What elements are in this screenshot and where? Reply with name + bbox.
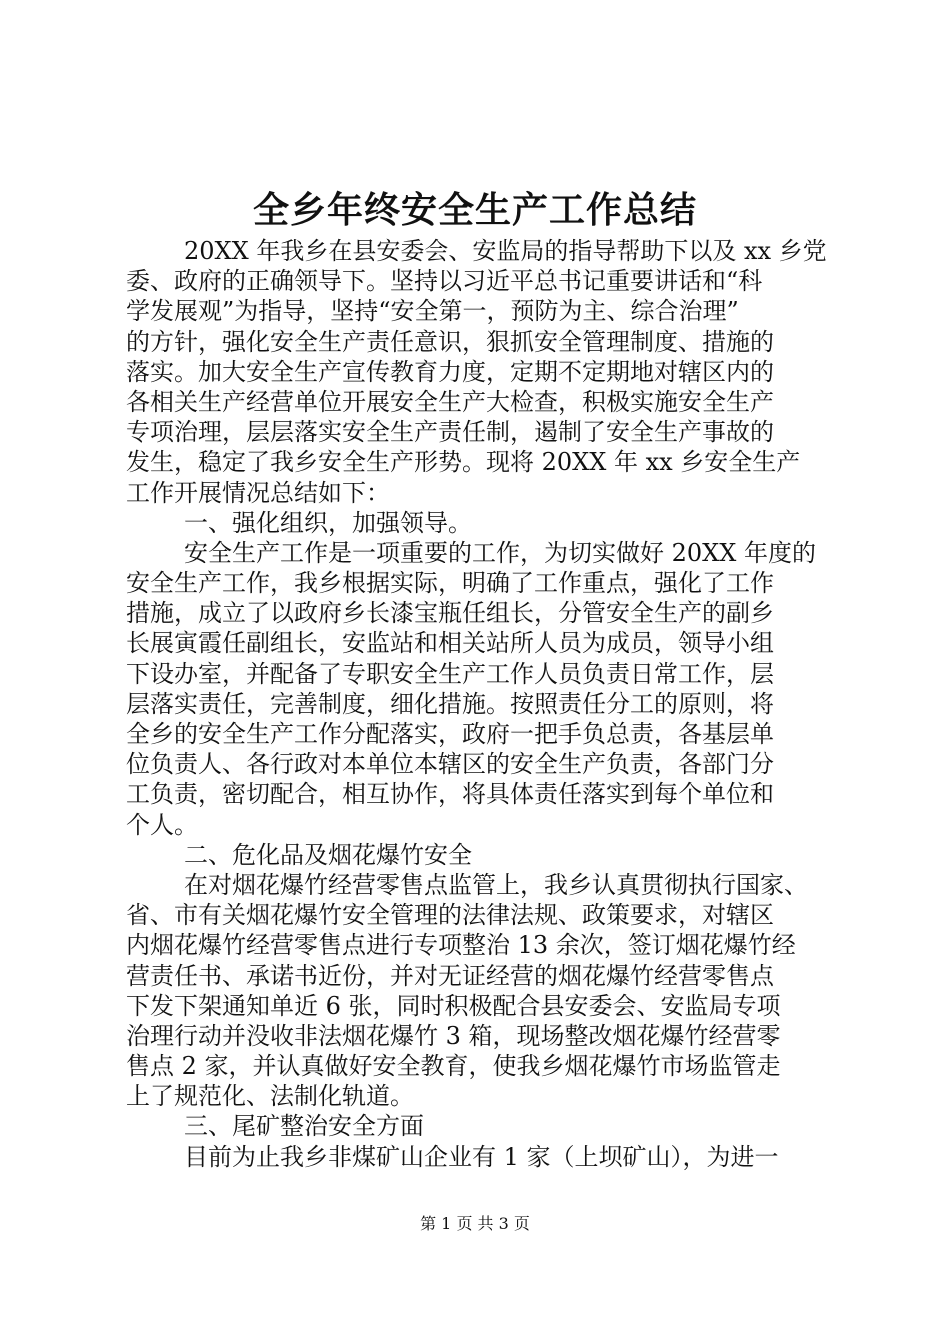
paragraph-line: 的方针，强化安全生产责任意识，狠抓安全管理制度、措施的 [126, 327, 774, 356]
section-heading: 二、危化品及烟花爆竹安全 [184, 840, 472, 869]
paragraph-line: 目前为止我乡非煤矿山企业有 1 家（上坝矿山），为进一 [184, 1142, 779, 1171]
paragraph-line: 工负责，密切配合，相互协作，将具体责任落实到每个单位和 [126, 780, 774, 809]
paragraph-line: 售点 2 家，并认真做好安全教育，使我乡烟花爆竹市场监管走 [126, 1052, 781, 1081]
document-title: 全乡年终安全生产工作总结 [252, 189, 697, 231]
paragraph-line: 委、政府的正确领导下。坚持以习近平总书记重要讲话和“科 [126, 267, 763, 296]
paragraph-line: 措施，成立了以政府乡长漆宝瓶任组长，分管安全生产的副乡 [126, 599, 774, 628]
paragraph-line: 下发下架通知单近 6 张，同时积极配合县安委会、安监局专项 [126, 991, 781, 1020]
document-body [126, 236, 826, 1172]
paragraph-line: 全乡的安全生产工作分配落实，政府一把手负总责，各基层单 [126, 720, 774, 748]
section-heading: 一、强化组织，加强领导。 [184, 508, 472, 537]
paragraph-line: 各相关生产经营单位开展安全生产大检查，积极实施安全生产 [126, 387, 774, 416]
paragraph-line: 省、市有关烟花爆竹安全管理的法律法规、政策要求，对辖区 [126, 901, 774, 930]
paragraph-line: 内烟花爆竹经营零售点进行专项整治 13 余次，签订烟花爆竹经 [126, 931, 796, 960]
paragraph-line: 层落实责任，完善制度，细化措施。按照责任分工的原则，将 [126, 689, 774, 718]
paragraph-line: 上了规范化、法制化轨道。 [126, 1082, 414, 1111]
paragraph-line: 工作开展情况总结如下： [126, 478, 390, 507]
paragraph-line: 长展寅霞任副组长，安监站和相关站所人员为成员，领导小组 [126, 629, 774, 658]
paragraph-line: 安全生产工作是一项重要的工作，为切实做好 20XX 年度的 [184, 538, 816, 567]
paragraph-line: 发生，稳定了我乡安全生产形势。现将 20XX 年 xx 乡安全生产 [126, 448, 801, 477]
paragraph-line: 治理行动并没收非法烟花爆竹 3 箱，现场整改烟花爆竹经营零 [126, 1021, 781, 1050]
paragraph-line: 下设办室，并配备了专职安全生产工作人员负责日常工作，层 [126, 659, 774, 688]
paragraph-line: 在对烟花爆竹经营零售点监管上，我乡认真贯彻执行国家、 [184, 870, 808, 899]
paragraph-line: 位负责人、各行政对本单位本辖区的安全生产负责，各部门分 [126, 750, 774, 779]
paragraph-line: 学发展观”为指导，坚持“安全第一，预防为主、综合治理” [126, 297, 739, 326]
paragraph-line: 落实。加大安全生产宣传教育力度，定期不定期地对辖区内的 [126, 357, 774, 386]
paragraph-line: 营责任书、承诺书近份，并对无证经营的烟花爆竹经营零售点 [126, 961, 774, 990]
paragraph-line: 安全生产工作，我乡根据实际，明确了工作重点，强化了工作 [126, 569, 774, 598]
section-heading: 三、尾矿整治安全方面 [184, 1112, 424, 1141]
paragraph-line: 专项治理，层层落实安全生产责任制，遏制了安全生产事故的 [126, 418, 774, 447]
page-footer: 第 1 页 共 3 页 [420, 1214, 530, 1233]
paragraph-line: 20XX 年我乡在县安委会、安监局的指导帮助下以及 xx 乡党 [184, 237, 827, 265]
paragraph-line: 个人。 [126, 810, 198, 839]
